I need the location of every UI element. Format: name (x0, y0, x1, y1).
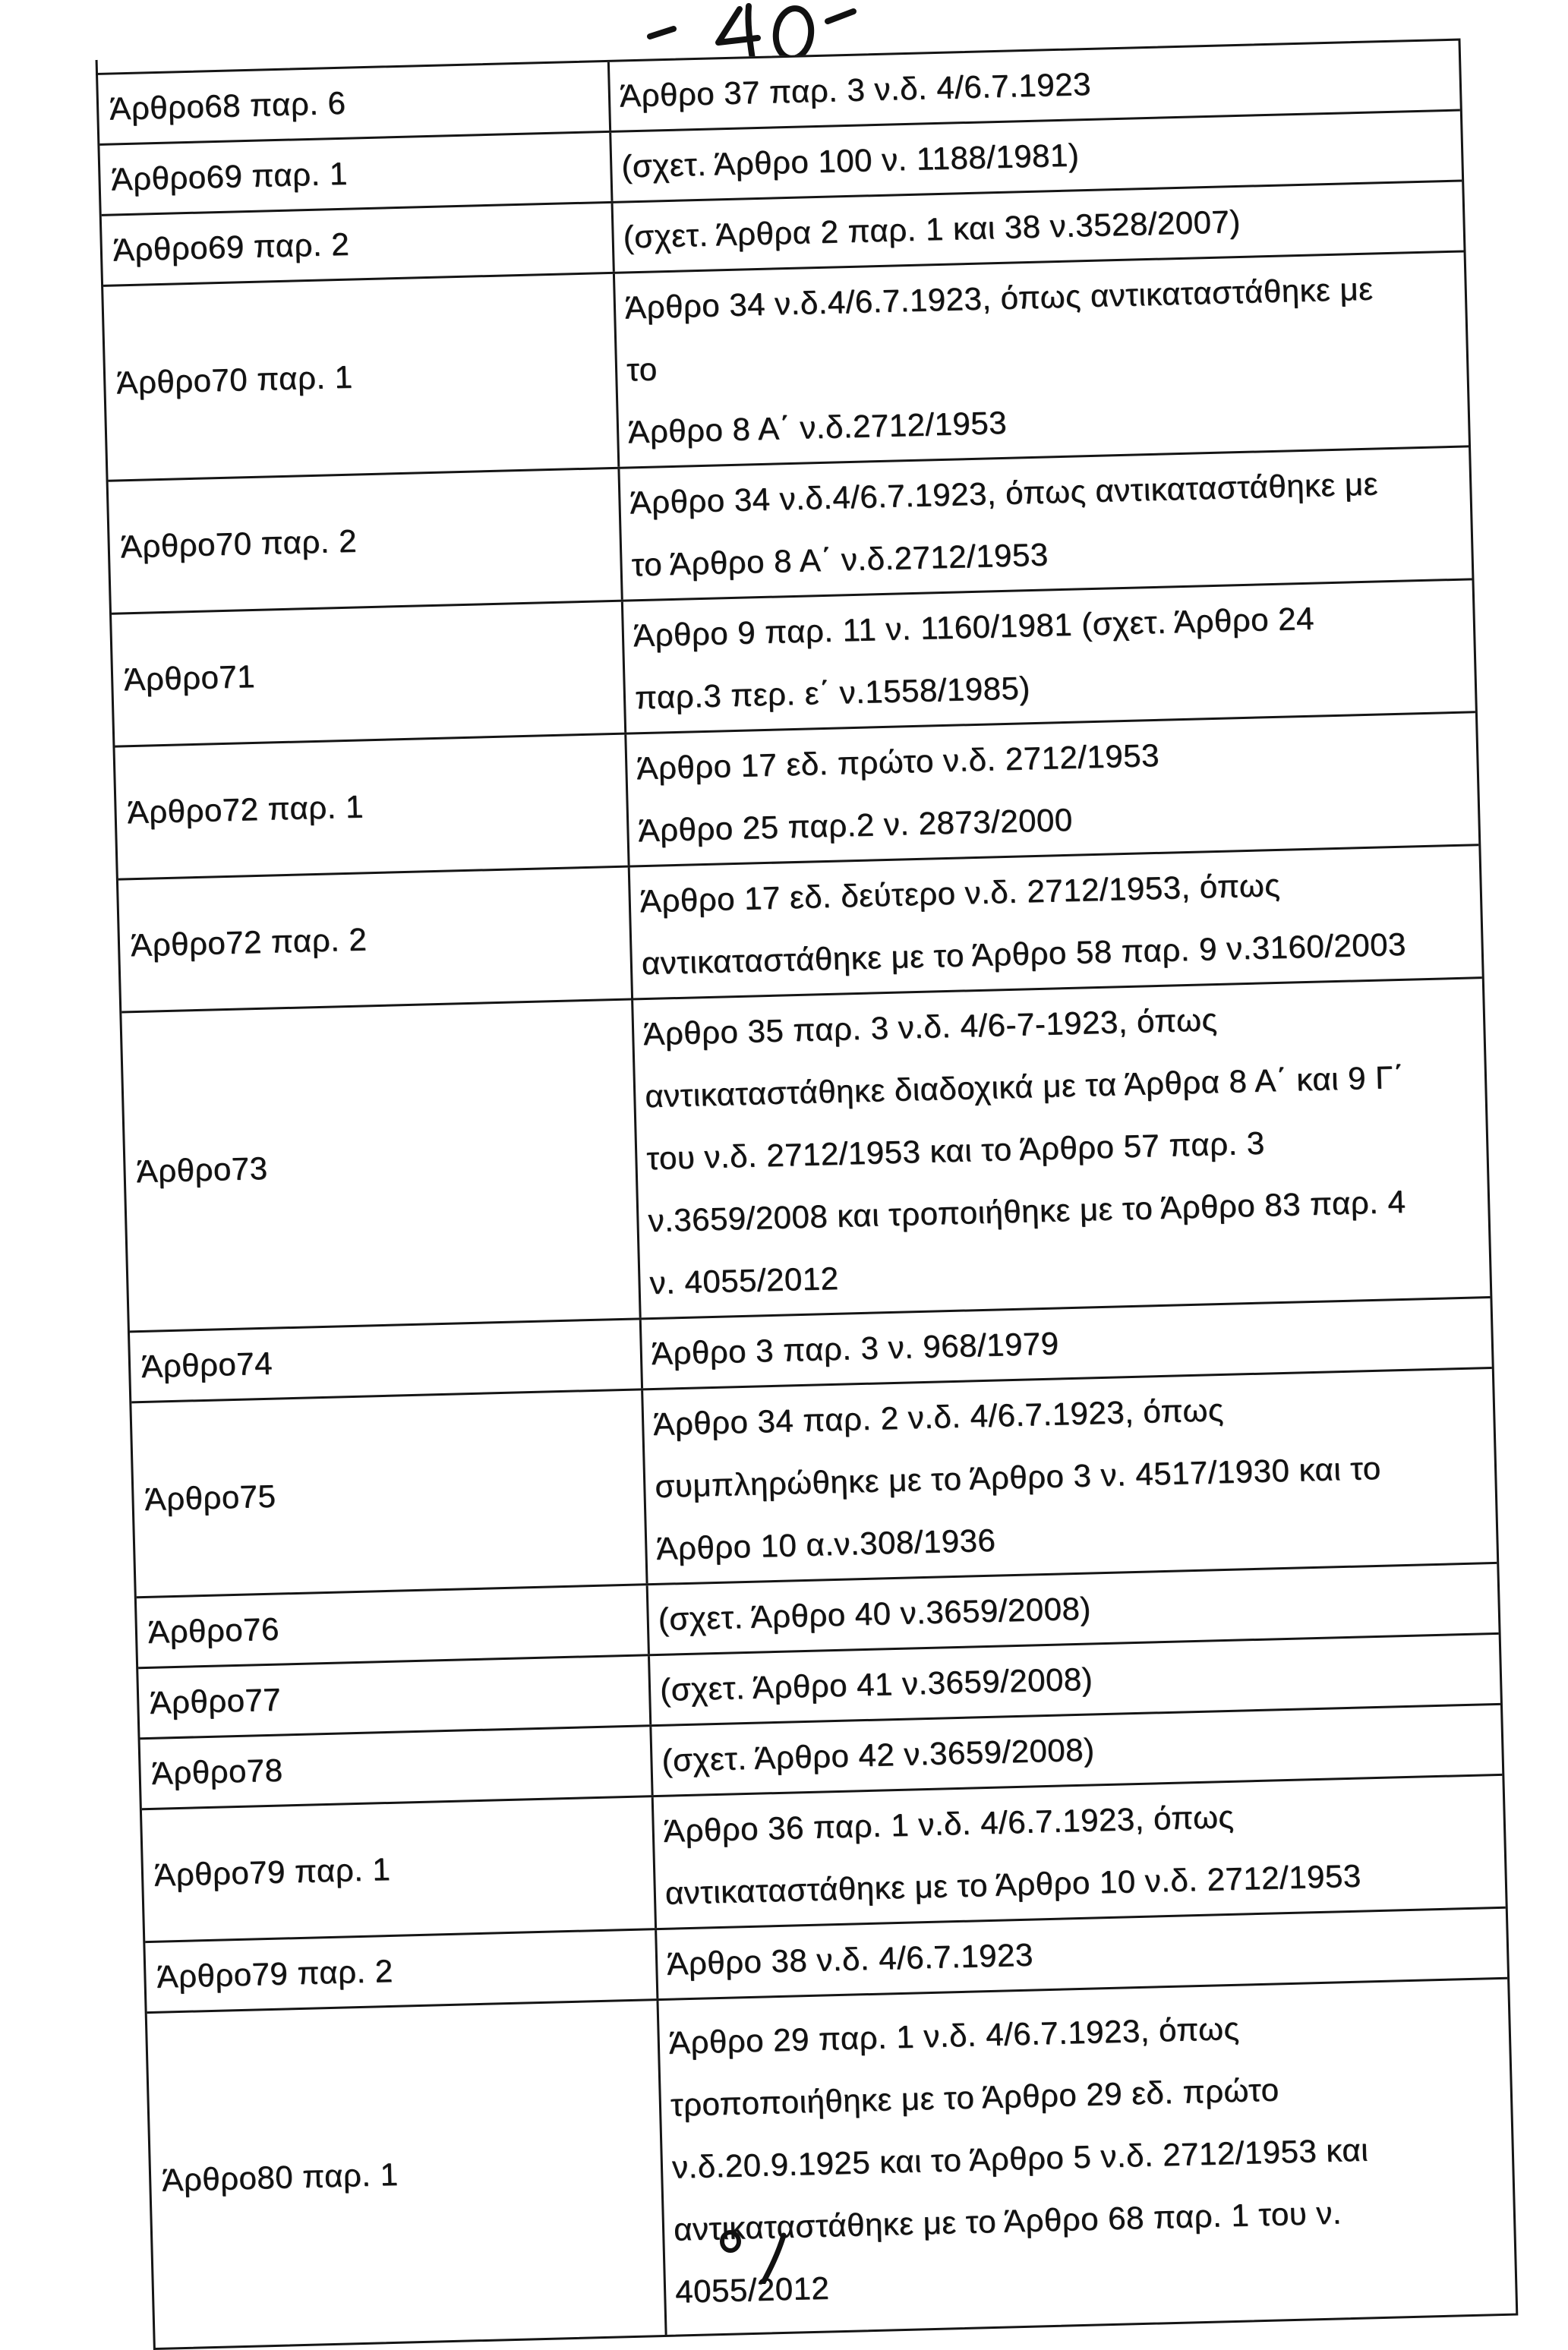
provision-cell (654, 1776, 1506, 1928)
provision-line: Άρθρο 3 παρ. 3 ν. 968/1979 (651, 1325, 1060, 1372)
provision-line: (σχετ. Άρθρο 41 ν.3659/2008) (659, 1661, 1093, 1708)
provision-cell (623, 580, 1475, 732)
dash-right-stroke (828, 11, 853, 21)
article-label: Άρθρο69 παρ. 2 (112, 226, 350, 268)
provision-line: ν.3659/2008 και τροποιήθηκε με το Άρθρο 83 παρ. 4 (647, 1183, 1406, 1239)
provision-line: Άρθρο 35 παρ. 3 ν.δ. 4/6-7-1923, όπως (642, 1002, 1218, 1052)
provision-line: Άρθρο 34 ν.δ.4/6.7.1923, όπως αντικαταστάθηκε με (624, 270, 1374, 326)
provision-line: Άρθρο 34 παρ. 2 ν.δ. 4/6.7.1923, όπως (652, 1391, 1225, 1442)
provision-line: αντικαταστάθηκε με το Άρθρο 10 ν.δ. 2712/1953 (664, 1857, 1362, 1911)
article-label: Άρθρο80 παρ. 1 (161, 2156, 399, 2198)
article-label: Άρθρο79 παρ. 1 (153, 1850, 391, 1893)
article-cell (147, 2001, 667, 2348)
article-cell (103, 274, 620, 480)
provision-line: (σχετ. Άρθρο 42 ν.3659/2008) (661, 1731, 1095, 1778)
small-circle-stroke (722, 2232, 739, 2251)
provision-line: Άρθρο 36 παρ. 1 ν.δ. 4/6.7.1923, όπως (663, 1798, 1235, 1849)
provision-cell (620, 447, 1472, 599)
article-cell (145, 1930, 658, 2011)
provision-line: Άρθρο 29 παρ. 1 ν.δ. 4/6.7.1923, όπως (668, 2010, 1240, 2061)
provision-line: (σχετ. Άρθρο 100 ν. 1188/1981) (620, 137, 1080, 185)
provision-line: αντικαταστάθηκε με το Άρθρο 68 παρ. 1 του ν. (673, 2194, 1342, 2247)
provision-line: το (626, 351, 658, 388)
provision-line: τροποποιήθηκε με το Άρθρο 29 εδ. πρώτο (670, 2071, 1279, 2123)
article-label: Άρθρο70 παρ. 1 (115, 358, 353, 401)
provision-line: το Άρθρο 8 Α΄ ν.δ.2712/1953 (631, 536, 1049, 583)
provision-line: Άρθρο 10 α.ν.308/1936 (655, 1522, 996, 1566)
provision-cell (615, 252, 1469, 466)
provision-cell (633, 979, 1490, 1317)
article-label: Άρθρο75 (144, 1478, 276, 1517)
provision-line: Άρθρο 17 εδ. πρώτο ν.δ. 2712/1953 (636, 737, 1160, 787)
article-cell (115, 735, 629, 878)
slash-stroke (762, 2235, 784, 2284)
article-label: Άρθρο74 (140, 1345, 273, 1385)
article-label: Άρθρο72 παρ. 2 (130, 921, 368, 964)
table-row (121, 976, 1490, 1330)
article-label: Άρθρο70 παρ. 2 (120, 522, 358, 565)
article-cell (118, 868, 633, 1011)
table-row (103, 250, 1469, 479)
provision-line: Άρθρο 34 ν.δ.4/6.7.1923, όπως αντικαταστάθηκε με (629, 465, 1379, 521)
provision-line: 4055/2012 (674, 2270, 830, 2310)
article-cell (140, 1727, 654, 1808)
provision-line: Άρθρο 37 παρ. 3 ν.δ. 4/6.7.1923 (619, 65, 1092, 114)
article-label: Άρθρο69 παρ. 1 (110, 155, 349, 197)
correspondence-table (96, 39, 1518, 2350)
provision-line: συμπληρώθηκε με το Άρθρο 3 ν. 4517/1930 και το (654, 1449, 1382, 1504)
provision-line: Άρθρο 9 παρ. 11 ν. 1160/1981 (σχετ. Άρθρο 24 (633, 600, 1315, 654)
provision-line: ν. 4055/2012 (648, 1260, 839, 1301)
dash-left-stroke (650, 29, 674, 36)
provision-line: (σχετ. Άρθρο 40 ν.3659/2008) (658, 1590, 1092, 1637)
article-cell (102, 203, 615, 285)
article-cell (98, 62, 611, 144)
provision-line: ν.δ.20.9.1925 και το Άρθρο 5 ν.δ. 2712/1953 και (671, 2131, 1369, 2185)
provision-line: αντικαταστάθηκε διαδοχικά με τα Άρθρα 8 Α΄ και 9 Γ΄ (644, 1058, 1405, 1115)
table-row (131, 1367, 1497, 1596)
provision-line: Άρθρο 8 Α΄ ν.δ.2712/1953 (627, 404, 1008, 450)
bottom-mark-text (0, 0, 1, 1)
provision-cell (643, 1369, 1497, 1583)
digit-4-stem-stroke (748, 6, 752, 59)
provision-cell (626, 713, 1478, 865)
article-label: Άρθρο78 (151, 1752, 283, 1791)
page-number-text (0, 0, 1, 1)
provision-line: Άρθρο 17 εδ. δεύτερο ν.δ. 2712/1953, όπως (639, 866, 1281, 919)
article-cell (137, 1585, 650, 1667)
table-row (147, 1977, 1516, 2348)
article-label: Άρθρο71 (123, 658, 256, 698)
article-cell (112, 602, 626, 746)
article-label: Άρθρο72 παρ. 1 (127, 788, 364, 831)
article-label: Άρθρο79 παρ. 2 (156, 1952, 394, 1995)
article-cell (109, 469, 623, 613)
provision-line: (σχετ. Άρθρα 2 παρ. 1 και 38 ν.3528/2007) (623, 203, 1241, 255)
bottom-mark-strokes (699, 2223, 820, 2284)
article-cell (130, 1320, 643, 1401)
article-cell (131, 1390, 648, 1596)
provision-line: Άρθρο 25 παρ.2 ν. 2873/2000 (637, 801, 1074, 849)
article-label: Άρθρο68 παρ. 6 (109, 84, 346, 127)
article-cell (99, 133, 613, 214)
provision-line: Άρθρο 38 ν.δ. 4/6.7.1923 (666, 1936, 1034, 1982)
provision-line: του ν.δ. 2712/1953 και το Άρθρο 57 παρ. 3 (645, 1125, 1266, 1177)
digit-0-stroke (773, 6, 814, 60)
provision-line: αντικαταστάθηκε με το Άρθρο 58 παρ. 9 ν.3160/2003 (641, 926, 1407, 982)
article-cell (142, 1797, 657, 1941)
article-label: Άρθρο76 (147, 1610, 280, 1650)
provision-line: παρ.3 περ. ε΄ ν.1558/1985) (634, 670, 1031, 716)
provision-cell (630, 846, 1482, 998)
article-label: Άρθρο73 (136, 1150, 268, 1190)
article-label: Άρθρο77 (149, 1681, 282, 1721)
article-cell (121, 1000, 641, 1330)
article-cell (138, 1656, 651, 1737)
